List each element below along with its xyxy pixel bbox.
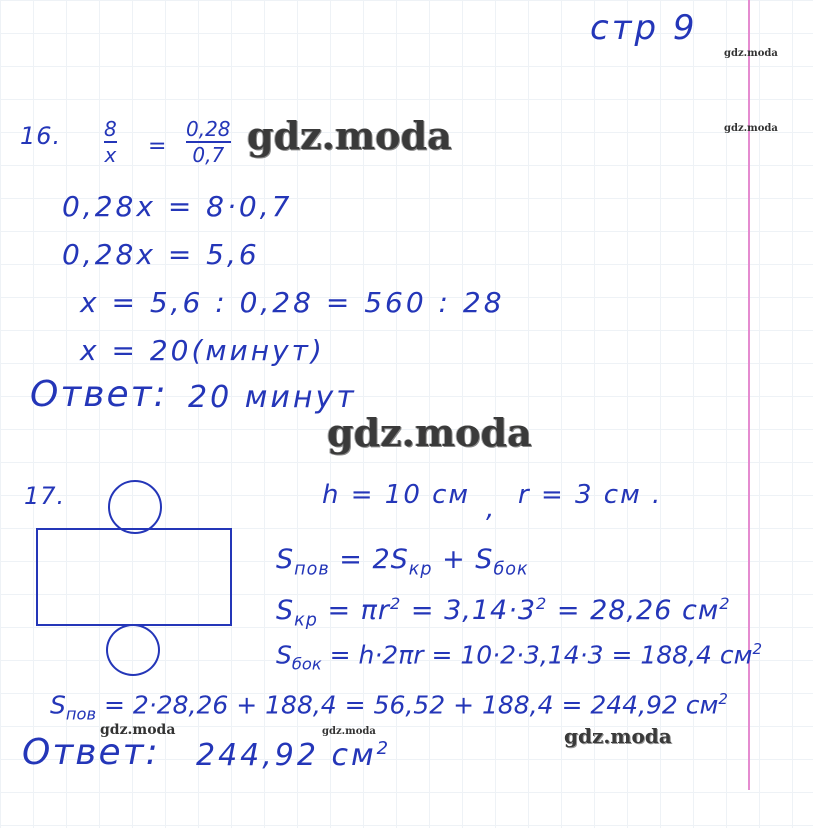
page-title: стр 9 (590, 8, 698, 48)
exponent: 2 (390, 594, 402, 613)
cylinder-lateral-surface (36, 528, 232, 626)
s-symbol: S (276, 640, 292, 670)
task16-line4: x = 20(минут) (80, 334, 325, 367)
task17-comma: , (486, 494, 496, 524)
exponent: 2 (719, 594, 731, 613)
task16-number: 16. (20, 122, 62, 150)
task17-total-calc (50, 690, 728, 723)
task16-line1: 0,28x = 8·0,7 (62, 190, 293, 223)
cylinder-top-base (108, 480, 162, 534)
formula-part: = 28,26 см (547, 595, 720, 626)
fraction-numerator: 8 (104, 117, 117, 141)
task17-answer-label: Ответ: (22, 732, 160, 773)
watermark-bottom-right: gdz.moda (564, 724, 672, 748)
watermark-bottom-left: gdz.moda (100, 722, 176, 738)
s-subscript: пов (294, 559, 330, 580)
task16-fraction-right (186, 118, 231, 166)
task17-surface-formula (276, 544, 529, 579)
watermark-bottom-mid: gdz.moda (322, 726, 376, 737)
fraction-denominator: x (104, 143, 117, 167)
formula-part: = h·2πr = 10·2·3,14·3 = 188,4 см (321, 640, 753, 670)
kr-subscript: кр (294, 610, 318, 631)
watermark-task16: gdz.moda (247, 113, 452, 158)
fraction-denominator: 0,7 (192, 143, 225, 167)
formula-part: = πr (317, 595, 391, 626)
s-symbol: S (276, 595, 295, 626)
fraction-numerator: 0,28 (186, 117, 231, 141)
watermark-top-right: gdz.moda (724, 48, 778, 59)
s-symbol: S (50, 690, 66, 720)
cylinder-bottom-base (106, 624, 160, 676)
task17-base-area (276, 594, 731, 630)
task16-answer-label: Ответ: (30, 374, 168, 415)
exponent: 2 (752, 640, 763, 658)
formula-part: + S (432, 544, 494, 575)
exponent: 2 (718, 690, 728, 708)
formula-part: = 3,14·3 (401, 595, 536, 626)
bok-subscript: бок (291, 654, 322, 674)
task16-equals: = (148, 134, 168, 159)
exponent: 2 (536, 594, 548, 613)
formula-part: = 2S (329, 544, 409, 575)
task16-line3: x = 5,6 : 0,28 = 560 : 28 (80, 286, 505, 319)
task17-answer-value (196, 738, 391, 773)
kr-subscript: кр (408, 559, 433, 580)
formula-part: = 2·28,26 + 188,4 = 56,52 + 188,4 = 244,92 см (96, 690, 719, 720)
task17-h-given: h = 10 см (322, 480, 471, 510)
task16-fraction-left (104, 118, 117, 166)
watermark-top-right-2: gdz.moda (724, 123, 778, 134)
task17-lateral-area (276, 640, 762, 673)
task17-number: 17. (24, 482, 66, 510)
s-symbol: S (276, 544, 295, 575)
s-subscript: пов (65, 704, 97, 724)
exponent: 2 (376, 738, 392, 759)
watermark-center: gdz.moda (327, 410, 532, 455)
answer-number: 244,92 см (196, 738, 377, 773)
task17-r-given: r = 3 см . (518, 480, 663, 510)
task16-line2: 0,28x = 5,6 (62, 238, 260, 271)
task16-answer-value: 20 минут (188, 380, 357, 415)
bok-subscript: бок (493, 559, 529, 580)
